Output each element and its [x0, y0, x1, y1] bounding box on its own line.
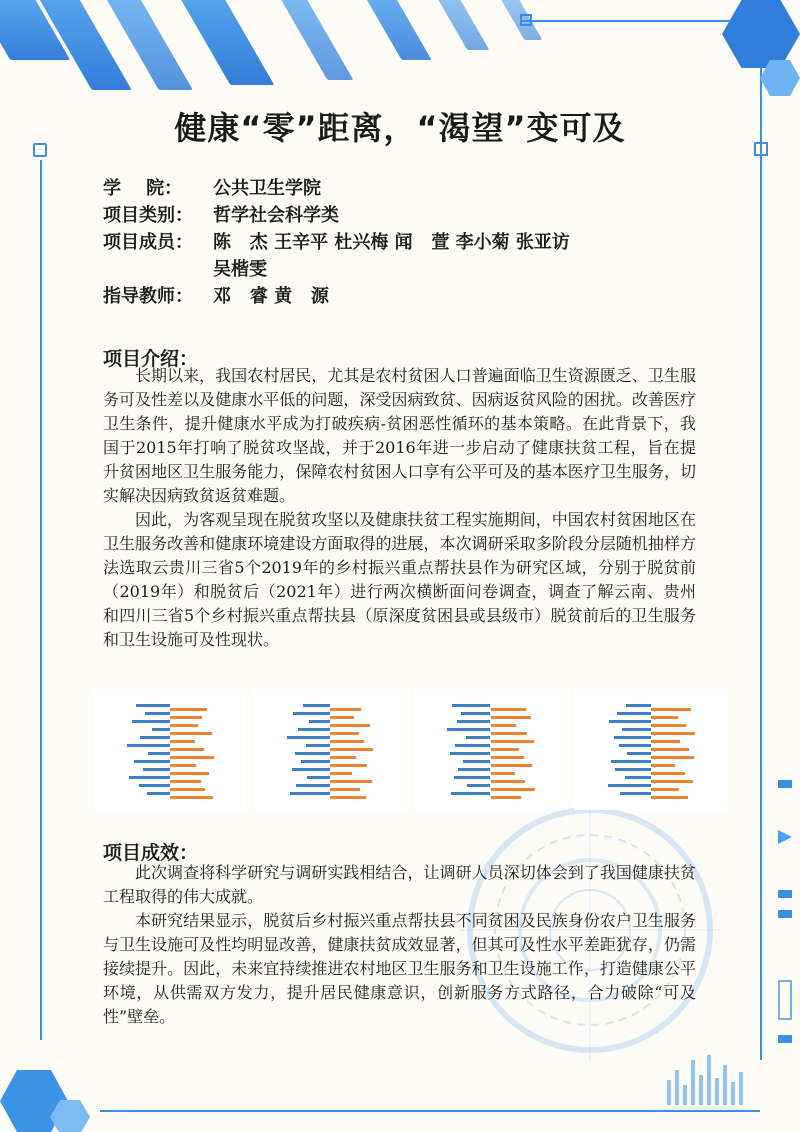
chart-bar — [143, 768, 170, 771]
chart-bar — [458, 768, 490, 771]
chart-bar — [303, 704, 331, 707]
chart-bar — [306, 744, 331, 747]
side-bars-decoration — [778, 780, 796, 1080]
intro-paragraph-1: 长期以来，我国农村居民，尤其是农村贫困人口普遍面临卫生资源匮乏、卫生服务可及性差以及健康水平低的问题，深受因病致贫、因病返贫风险的困扰。改善医疗卫生条件，提升健康水平成为打破疾病-贫困恶性循环的基本策略。在此背景下，我国于2015年打响了脱贫攻坚战，并于2016年进一步启动了健康扶贫工程，旨在提升贫困地区卫生服务能力，保障农村贫困人口享有公平可及的基本医疗卫生服务，切实解决因病致贫返贫难题。 — [103, 366, 696, 505]
chart-bar — [170, 764, 196, 767]
chart-bar — [170, 756, 214, 759]
chart-bar — [491, 740, 534, 743]
chart-bar — [608, 784, 651, 787]
chart-bar — [491, 756, 524, 759]
chart-bar — [136, 704, 170, 707]
members-line-2: 吴楷雯 — [213, 259, 267, 280]
chart-bar — [625, 776, 651, 779]
chart-bar — [330, 748, 373, 751]
intro-body — [103, 364, 696, 652]
chart-bar — [615, 768, 651, 771]
chart-bar — [170, 716, 202, 719]
chart-bar — [127, 744, 170, 747]
chart-bar — [614, 736, 651, 739]
chart-bar — [296, 784, 330, 787]
mini-bars-decoration — [665, 1050, 755, 1105]
chart-bar — [461, 712, 491, 715]
chart-bar — [170, 772, 209, 775]
chart-bar — [145, 712, 170, 715]
members-line-1: 陈 杰 王辛平 杜兴梅 闻 萱 李小菊 张亚访 — [213, 232, 570, 253]
chart-bar — [466, 736, 491, 739]
chart-bar — [309, 720, 331, 723]
chart-bar — [467, 784, 490, 787]
chart-bar — [626, 704, 651, 707]
chart-1 — [93, 690, 247, 810]
hexagon-top-right — [722, 0, 800, 68]
chart-bar — [491, 788, 535, 791]
chart-bar — [148, 752, 170, 755]
advisor-label: 指导教师： — [103, 286, 193, 307]
chart-bar — [627, 752, 650, 755]
chart-bar — [307, 776, 330, 779]
chart-bar — [330, 780, 372, 783]
chart-bar — [491, 780, 525, 783]
chart-4 — [574, 690, 728, 810]
chart-bar — [452, 704, 490, 707]
chart-bar — [651, 764, 676, 767]
chart-bar — [609, 720, 651, 723]
project-info — [103, 175, 703, 310]
chart-bar — [330, 740, 364, 743]
chart-bar — [134, 760, 170, 763]
chart-bar — [132, 720, 170, 723]
chart-bar — [140, 736, 170, 739]
chart-bar — [491, 724, 517, 727]
results-paragraph-2: 本研究结果显示，脱贫后乡村振兴重点帮扶县不同贫困及民族身份农户卫生服务与卫生设施可及性均明显改善，健康扶贫成效显著，但其可及性水平差距犹存，仍需接续提升。因此，未来宜持续推进农村地区卫生服务和卫生设施工作，打造健康公平环境，从供需双方发力，提升居民健康意识，创新服务方式路径，合力破除“可及性”壁垒。 — [103, 911, 696, 1026]
chart-bar — [129, 776, 170, 779]
chart-bar — [301, 760, 331, 763]
chart-bar — [651, 748, 689, 751]
chart-bar — [170, 732, 212, 735]
chart-bar — [611, 760, 651, 763]
chart-bar — [651, 724, 687, 727]
chart-bar — [617, 712, 651, 715]
chart-bar — [290, 792, 331, 795]
chart-bar — [620, 792, 651, 795]
charts-strip — [93, 690, 728, 810]
chart-bar — [457, 720, 491, 723]
chart-bar — [447, 728, 490, 731]
chart-bar — [293, 712, 330, 715]
chart-bar — [170, 740, 195, 743]
chart-bar — [330, 724, 369, 727]
chart-bar — [330, 708, 361, 711]
frame-top-line — [520, 20, 760, 22]
chart-bar — [330, 788, 360, 791]
chart-bar — [170, 724, 198, 727]
chart-bar — [152, 728, 170, 731]
chart-bar — [463, 760, 490, 763]
members-label: 项目成员： — [103, 232, 193, 253]
chart-bar — [491, 732, 528, 735]
page-title: 健康“零”距离，“渴望”变可及 — [174, 109, 626, 147]
chart-bar — [651, 780, 693, 783]
header-decoration — [0, 0, 560, 110]
chart-bar — [450, 752, 491, 755]
chart-bar — [298, 728, 330, 731]
chart-bar — [147, 792, 170, 795]
chart-bar — [651, 740, 681, 743]
advisor-value: 邓 睿 黄 源 — [213, 286, 329, 307]
chart-bar — [651, 796, 688, 799]
advisor-row — [103, 283, 703, 310]
college-label: 学 院： — [103, 178, 183, 199]
chart-bar — [491, 772, 516, 775]
chart-bar — [170, 796, 213, 799]
chart-bar — [491, 716, 532, 719]
chart-bar — [292, 768, 330, 771]
results-paragraph-1: 此次调查将科学研究与调研实践相结合，让调研人员深切体会到了我国健康扶贫工程取得的伟大成就。 — [103, 863, 696, 906]
chart-bar — [491, 748, 519, 751]
results-body — [103, 861, 696, 1029]
chart-bar — [651, 788, 679, 791]
chart-bar — [491, 708, 527, 711]
college-row — [103, 175, 703, 202]
frame-left-line — [40, 160, 42, 1040]
chart-bar — [295, 752, 331, 755]
category-row — [103, 202, 703, 229]
intro-paragraph-2: 因此，为客观呈现在脱贫攻坚以及健康扶贫工程实施期间，中国农村贫困地区在卫生服务改善和健康环境建设方面取得的进展，本次调研采取多阶段分层随机抽样方法选取云贵川三省5个2019年的乡村振兴重点帮扶县作为研究区域，分别于脱贫前（2019年）和脱贫后（2021年）进行两次横断面问卷调查，调查了解云南、贵州和四川三省5个乡村振兴重点帮扶县（原深度贫困县或县级市）脱贫前后的卫生服务和卫生设施可及性现状。 — [103, 510, 696, 649]
chart-bar — [651, 756, 694, 759]
chart-bar — [451, 792, 490, 795]
chart-bar — [619, 744, 651, 747]
category-label: 项目类别： — [103, 205, 193, 226]
chart-bar — [454, 776, 491, 779]
frame-square-top — [520, 14, 532, 26]
results-heading: 项目成效： — [103, 842, 199, 864]
chart-bar — [170, 788, 205, 791]
chart-bar — [455, 744, 491, 747]
chart-bar — [330, 756, 356, 759]
chart-bar — [330, 772, 352, 775]
chart-bar — [622, 728, 650, 731]
chart-bar — [170, 748, 204, 751]
members-row — [103, 229, 703, 283]
chart-bar — [330, 764, 367, 767]
intro-heading: 项目介绍： — [103, 348, 199, 370]
chart-bar — [170, 708, 207, 711]
members-value — [213, 229, 703, 283]
frame-bottom-line — [100, 1110, 760, 1112]
chart-bar — [651, 732, 695, 735]
category-value: 哲学社会科学类 — [213, 205, 339, 226]
chart-3 — [414, 690, 568, 810]
chart-bar — [491, 764, 533, 767]
chart-bar — [330, 716, 353, 719]
chart-bar — [651, 772, 685, 775]
chart-bar — [139, 784, 170, 787]
chart-bar — [170, 780, 201, 783]
chart-bar — [651, 708, 692, 711]
college-value: 公共卫生学院 — [213, 178, 321, 199]
chart-bar — [330, 732, 359, 735]
chart-bar — [330, 796, 366, 799]
chart-2 — [253, 690, 407, 810]
chart-bar — [491, 796, 522, 799]
chart-bar — [287, 736, 330, 739]
chart-bar — [651, 716, 678, 719]
